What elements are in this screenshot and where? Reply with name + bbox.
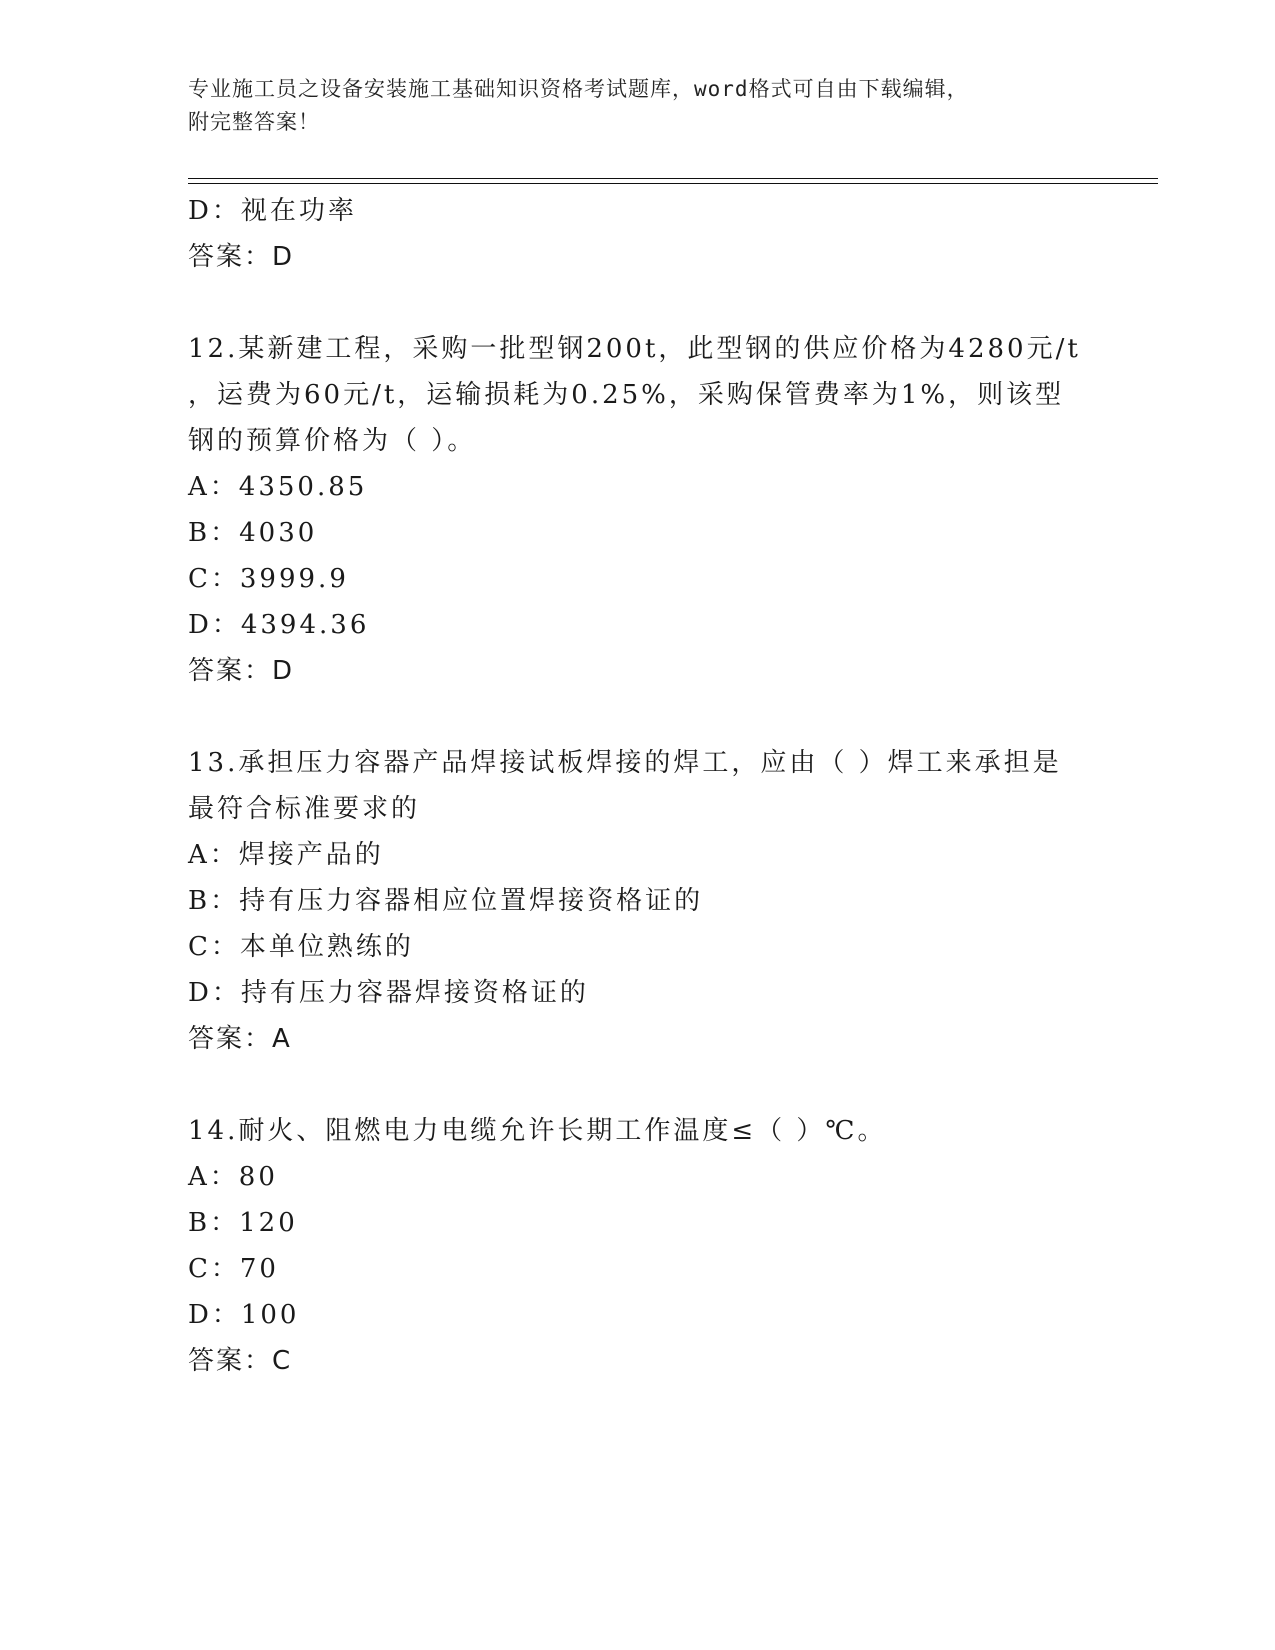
- question-12: [188, 326, 1088, 694]
- spacer: [188, 280, 1088, 326]
- header-divider-bottom: [188, 183, 1158, 184]
- question-stem: 最符合标准要求的: [188, 794, 421, 824]
- question-stem: 14.耐火、阻燃电力电缆允许长期工作温度≤（ ）℃。: [188, 1116, 887, 1146]
- option-b: B：持有压力容器相应位置焊接资格证的: [188, 886, 704, 916]
- option-a: A：4350.85: [188, 472, 368, 502]
- header-divider-top: [188, 178, 1158, 179]
- option-b: B：120: [188, 1208, 298, 1238]
- spacer: [188, 1062, 1088, 1108]
- option-a: A：80: [188, 1162, 278, 1192]
- question-stem: ，运费为60元/t，运输损耗为0.25%，采购保管费率为1%，则该型: [188, 380, 1065, 410]
- option-c: C：70: [188, 1254, 279, 1284]
- option-c: C：3999.9: [188, 564, 349, 594]
- header-line-2: 附完整答案！: [188, 110, 320, 134]
- question-list: [188, 188, 1088, 1384]
- option-d: D：视在功率: [188, 196, 357, 226]
- option-d: D：100: [188, 1300, 300, 1330]
- option-a: A：焊接产品的: [188, 840, 384, 870]
- answer: 答案：C: [188, 1346, 293, 1376]
- question-13: [188, 740, 1088, 1062]
- question-14: [188, 1108, 1088, 1384]
- document-header: [188, 73, 1088, 139]
- spacer: [188, 694, 1088, 740]
- option-d: D：4394.36: [188, 610, 370, 640]
- option-d: D：持有压力容器焊接资格证的: [188, 978, 589, 1008]
- option-b: B：4030: [188, 518, 318, 548]
- question-stem: 13.承担压力容器产品焊接试板焊接的焊工，应由（ ）焊工来承担是: [188, 748, 1062, 778]
- question-11-tail: [188, 188, 1088, 280]
- answer: 答案：D: [188, 656, 295, 686]
- question-stem: 钢的预算价格为（ ）。: [188, 426, 477, 456]
- question-stem: 12.某新建工程，采购一批型钢200t，此型钢的供应价格为4280元/t: [188, 334, 1081, 364]
- option-c: C：本单位熟练的: [188, 932, 414, 962]
- answer: 答案：A: [188, 1024, 292, 1054]
- answer: 答案：D: [188, 242, 295, 272]
- header-line-1: 专业施工员之设备安装施工基础知识资格考试题库，word格式可自由下载编辑，: [188, 77, 969, 101]
